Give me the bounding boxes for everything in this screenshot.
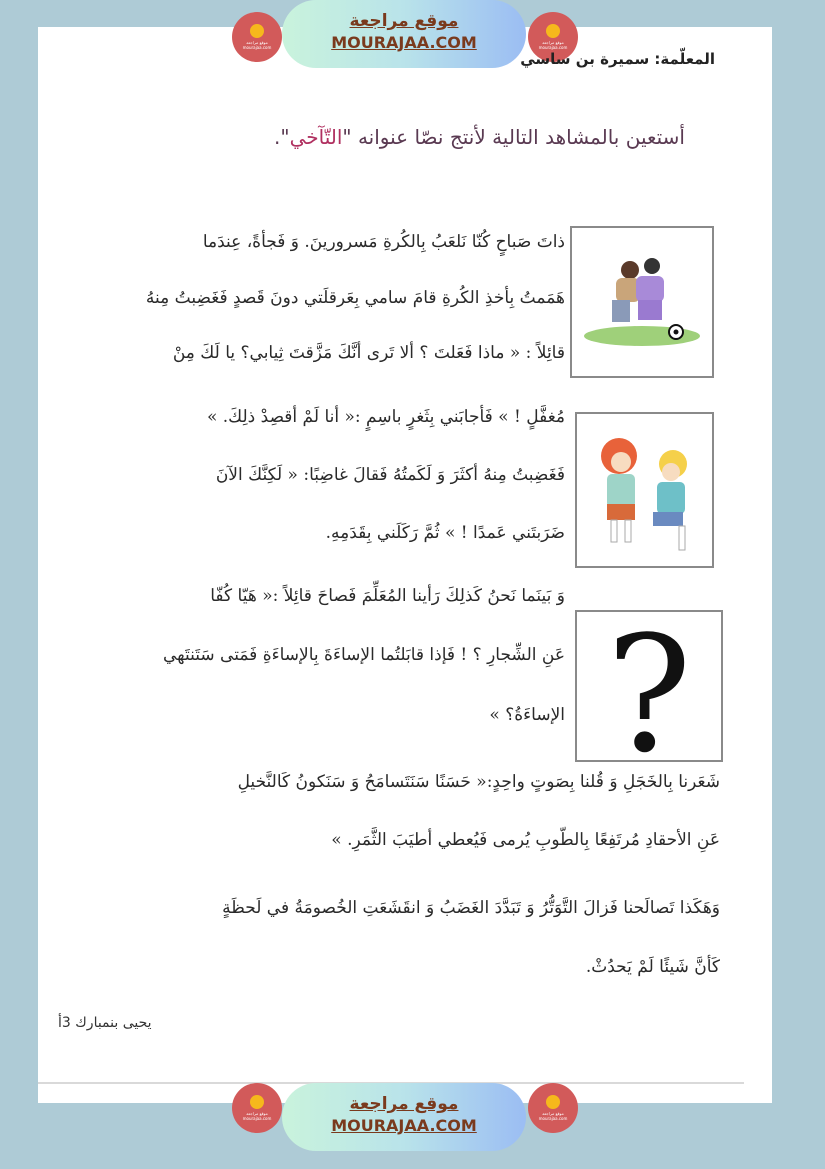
- banner-latin-link[interactable]: MOURAJAA.COM: [331, 33, 477, 52]
- svg-text:?: ?: [606, 612, 692, 760]
- story-line: الإساءَةُ؟ »: [489, 705, 565, 725]
- story-line: شَعَرنا بِالخَجَلِ وَ قُلنا بِصَوتٍ واحِدٍ:« حَسَنًا سَنَتَسامَحُ وَ سَنَكونُ كَالنَّخيلِ: [237, 772, 720, 792]
- banner-arabic-link[interactable]: موقع مراجعة: [349, 1094, 459, 1114]
- site-logo-icon: [250, 24, 264, 38]
- banner-latin-link[interactable]: MOURAJAA.COM: [331, 1116, 477, 1135]
- badge-caption: موقع مراجعة mourajaa.com: [538, 1111, 568, 1121]
- instruction-title: التّآخي: [289, 125, 343, 149]
- scene-boys-arguing: [575, 412, 714, 568]
- badge-caption: موقع مراجعة mourajaa.com: [242, 1111, 272, 1121]
- question-mark-icon: [577, 612, 721, 760]
- story-line: فَغَضِبتُ مِنهُ أكثَرَ وَ لَكَمتُهُ فَقالَ غاضِبًا: « لَكِنَّكَ الآنَ: [215, 465, 565, 485]
- student-signature: يحيى بنمبارك 3أ: [58, 1015, 152, 1031]
- story-line: وَ بَينَما نَحنُ كَذلِكَ رَأينا المُعَلِّمَ فَصاحَ قائِلاً :« هَيّا كُفّا: [210, 586, 565, 606]
- boys-arguing-illustration-icon: [577, 414, 712, 566]
- site-badge-top-left[interactable]: [232, 12, 282, 62]
- teacher-name: المعلّمة: سميرة بن ساسي: [520, 50, 715, 68]
- scene-kids-fighting-over-ball: [570, 226, 714, 378]
- story-line: مُغفَّلٍ ! » فَأجابَني بِثَغرٍ باسِمٍ :« أنا لَمْ أقصِدْ ذلِكَ. »: [206, 407, 565, 427]
- site-banner-bottom[interactable]: [282, 1083, 526, 1151]
- instruction-suffix: ".: [274, 125, 290, 149]
- story-line: ذاتَ صَباحٍ كُنّا نَلعَبُ بِالكُرةِ مَسرورينَ. وَ فَجأةً، عِندَما: [202, 232, 565, 252]
- site-logo-icon: [250, 1095, 264, 1109]
- site-banner-top[interactable]: [282, 0, 526, 68]
- instruction-heading: [160, 125, 685, 149]
- site-badge-bottom-left[interactable]: [232, 1083, 282, 1133]
- story-line: ضَرَبتَني عَمدًا ! » ثُمَّ رَكَلَني بِقَدَمِهِ.: [325, 523, 565, 543]
- site-logo-icon: [546, 24, 560, 38]
- story-line: هَمَمتُ بِأخذِ الكُرةِ قامَ سامي بِعَرقلَتي دونَ قَصدٍ فَغَضِبتُ مِنهُ: [145, 288, 565, 308]
- site-badge-bottom-right[interactable]: [528, 1083, 578, 1133]
- badge-caption: موقع مراجعة mourajaa.com: [242, 40, 272, 50]
- kids-playing-illustration-icon: [572, 228, 712, 376]
- site-logo-icon: [546, 1095, 560, 1109]
- banner-arabic-link[interactable]: موقع مراجعة: [349, 11, 459, 31]
- story-line: كَأنَّ شَيئًا لَمْ يَحدُثْ.: [585, 957, 720, 977]
- instruction-prefix: أستعين بالمشاهد التالية لأنتج نصّا عنوانه ": [342, 125, 685, 149]
- badge-caption: موقع مراجعة mourajaa.com: [538, 40, 568, 50]
- story-line: عَنِ الأحقادِ مُرتَفِعًا بِالطّوبِ يُرمى فَيُعطي أطيَبَ الثَّمَرِ. »: [331, 830, 720, 850]
- story-line: وَهَكَذا تَصالَحنا فَزالَ التَّوَتُّرُ وَ تَبَدَّدَ الغَضَبُ وَ انقَشَعَتِ الخُصومَةُ في لَحظَةٍ: [222, 898, 720, 918]
- story-line: قائِلاً : « ماذا فَعَلتَ ؟ ألا تَرى أنَّكَ مَزَّقتَ ثِيابي؟ يا لَكَ مِنْ: [172, 343, 565, 363]
- scene-question-mark: [575, 610, 723, 762]
- story-line: عَنِ الشِّجارِ ؟ ! فَإذا قابَلتُما الإساءَةَ بِالإساءَةِ فَمَتى سَتَنتَهي: [163, 645, 565, 665]
